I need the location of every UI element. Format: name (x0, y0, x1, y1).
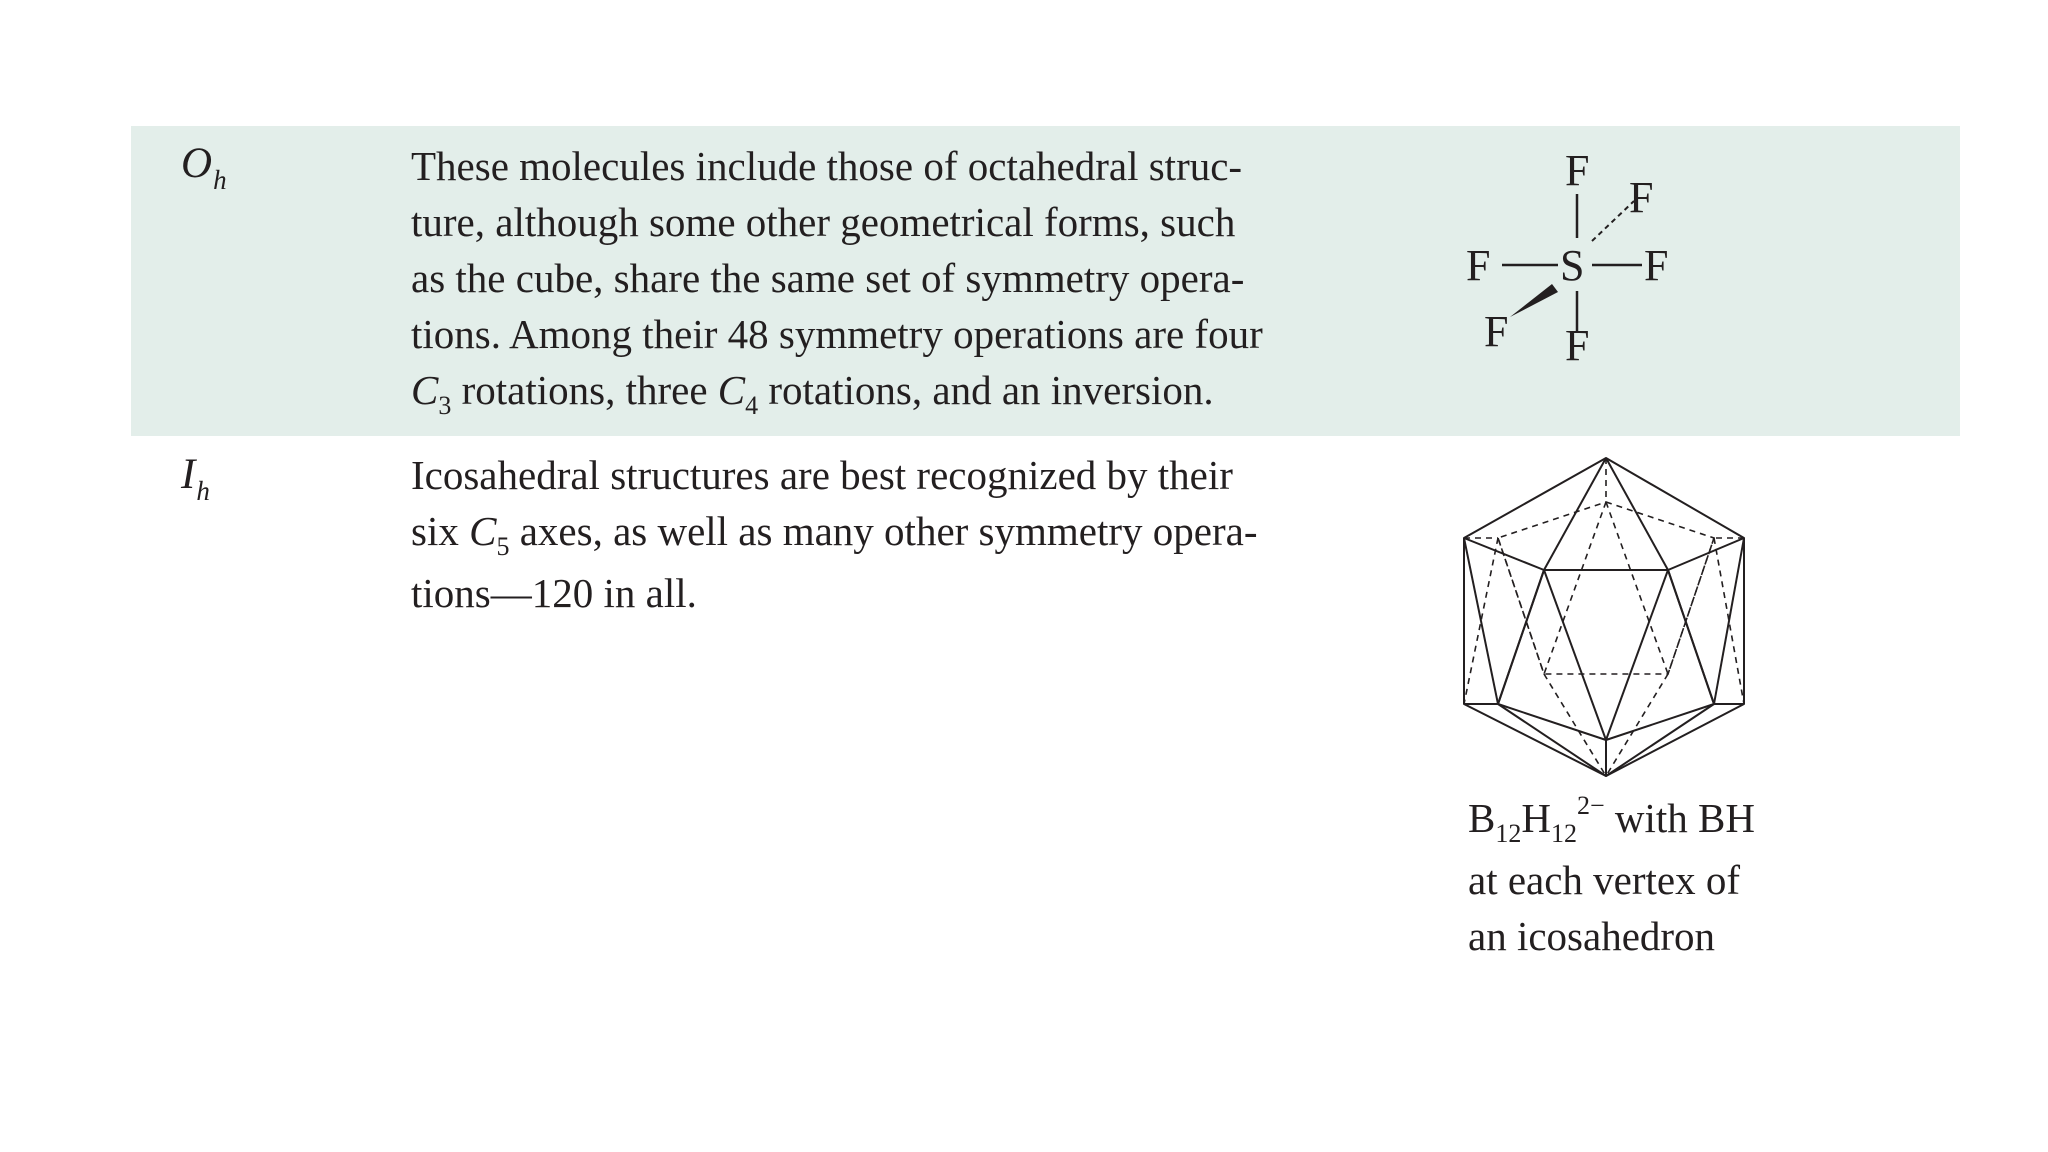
description-line: ture, although some other geometrical forms, such (411, 199, 1236, 245)
icosahedron-caption (1468, 790, 1868, 964)
description-line: $C_3$ rotations, three $C_4$ rotations, and an inversion. (411, 367, 1214, 420)
icosahedron-front-face (1498, 570, 1714, 740)
sf6-bond-wedge (1510, 284, 1558, 317)
sf6-f-right: F (1644, 241, 1669, 290)
description-line: tions. Among their 48 symmetry operations are four (411, 311, 1263, 357)
description-line: as the cube, share the same set of symmetry opera- (411, 255, 1245, 301)
sf6-s-atom: S (1560, 241, 1585, 290)
sf6-f-bottom: F (1565, 321, 1590, 370)
sf6-f-left: F (1466, 241, 1491, 290)
ih-point-group-label: $I_h$ (181, 451, 210, 506)
sf6-bond-back (1592, 201, 1634, 241)
description-line: Icosahedral structures are best recognized by their (411, 452, 1233, 498)
sf6-f-back: F (1629, 173, 1654, 222)
caption-line-2: at each vertex of (1468, 857, 1741, 903)
sf6-f-front: F (1484, 307, 1509, 356)
sf6-f-top: F (1565, 146, 1590, 195)
oh-description (411, 138, 1391, 424)
sf6-structure-diagram (1464, 140, 1714, 385)
caption-line-1: $B_{12}H_{12}^{2-}$ with BH (1468, 791, 1755, 848)
description-line: six $C_5$ axes, as well as many other symmetry opera- (411, 508, 1258, 561)
icosahedron-hidden-edges (1464, 458, 1744, 776)
description-line: tions—120 in all. (411, 570, 697, 616)
caption-line-3: an icosahedron (1468, 913, 1716, 959)
ih-description (411, 447, 1391, 621)
description-line: These molecules include those of octahedral struc- (411, 143, 1243, 189)
icosahedron-diagram (1460, 454, 1752, 780)
oh-point-group-label: $O_h$ (181, 140, 227, 195)
